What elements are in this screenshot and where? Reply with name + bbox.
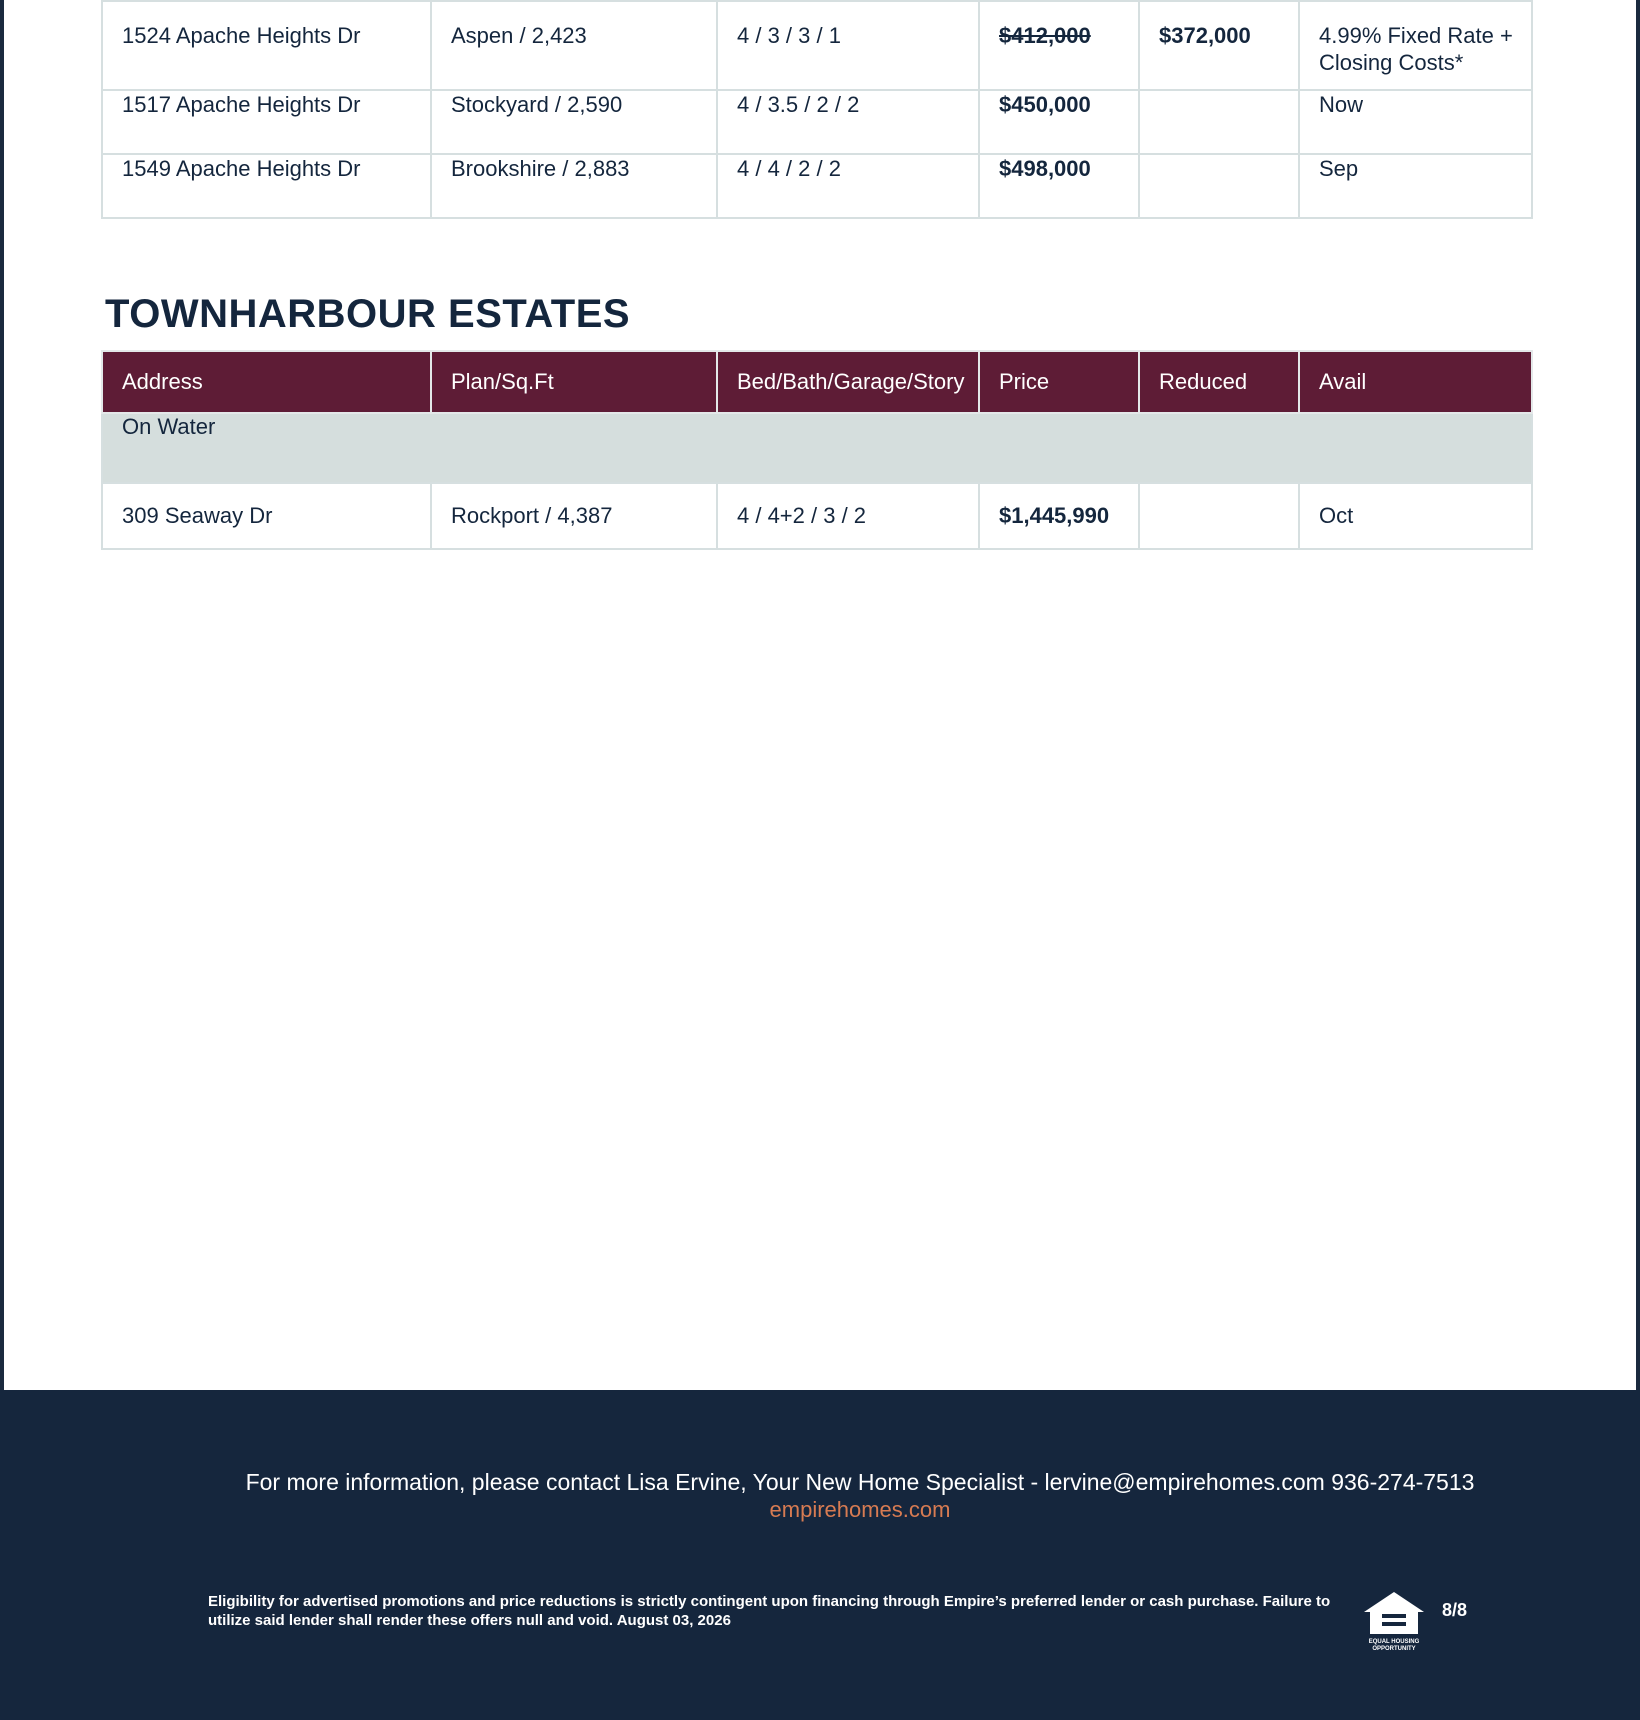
plan-cell: Brookshire / 2,883 [431,154,717,218]
avail-cell: 4.99% Fixed Rate + Closing Costs* [1299,1,1532,90]
price-cell: $450,000 [979,90,1139,154]
bed-bath-garage-story-cell: 4 / 3 / 3 / 1 [717,1,979,90]
svg-text:EQUAL HOUSING: EQUAL HOUSING [1368,1639,1420,1645]
avail-cell: Sep [1299,154,1532,218]
website-link[interactable]: empirehomes.com [769,1497,951,1522]
reduced-price-cell [1139,483,1299,549]
reduced-price-cell [1139,154,1299,218]
price-cell: $1,445,990 [979,483,1139,549]
listing-table-apache-heights [101,0,1533,219]
column-header-plan: Plan/Sq.Ft [431,351,717,413]
page-number: 8/8 [1442,1600,1468,1620]
plan-cell: Aspen / 2,423 [431,1,717,90]
address-cell: 309 Seaway Dr [102,483,431,549]
price-cell: $498,000 [979,154,1139,218]
table-row [102,90,1532,154]
page-footer [0,1390,1640,1720]
group-row [102,413,1532,483]
column-header-avail: Avail [1299,351,1532,413]
table-row [102,154,1532,218]
column-header-price: Price [979,351,1139,413]
address-cell: 1517 Apache Heights Dr [102,90,431,154]
avail-cell: Now [1299,90,1532,154]
section-title: TOWNHARBOUR ESTATES [105,292,631,336]
address-cell: 1549 Apache Heights Dr [102,154,431,218]
column-header-address: Address [102,351,431,413]
bed-bath-garage-story-cell: 4 / 3.5 / 2 / 2 [717,90,979,154]
group-label: On Water [102,413,1532,483]
plan-cell: Stockyard / 2,590 [431,90,717,154]
disclaimer-text: Eligibility for advertised promotions and price reductions is strictly contingent upon financing through Empire’s preferred lender or cash purchase. Failure to utilize said lender shall render these offers null and void. August 03, 2026 [208,1593,1331,1629]
equal-housing-opportunity-icon [1362,1590,1426,1652]
plan-cell: Rockport / 4,387 [431,483,717,549]
contact-line: For more information, please contact Lisa Ervine, Your New Home Specialist - lervine@empirehomes.com 936-274-7513 [245,1469,1475,1495]
table-row [102,483,1532,549]
bed-bath-garage-story-cell: 4 / 4 / 2 / 2 [717,154,979,218]
address-cell: 1524 Apache Heights Dr [102,1,431,90]
column-header-reduced: Reduced [1139,351,1299,413]
table-header-row [102,351,1532,413]
bed-bath-garage-story-cell: 4 / 4+2 / 3 / 2 [717,483,979,549]
table-row [102,1,1532,90]
listing-table-townharbour [101,350,1533,550]
avail-cell: Oct [1299,483,1532,549]
column-header-bed-bath-garage-story: Bed/Bath/Garage/Story [717,351,979,413]
price-cell: $412,000 [979,1,1139,90]
svg-text:OPPORTUNITY: OPPORTUNITY [1372,1646,1416,1652]
reduced-price-cell: $372,000 [1139,1,1299,90]
reduced-price-cell [1139,90,1299,154]
